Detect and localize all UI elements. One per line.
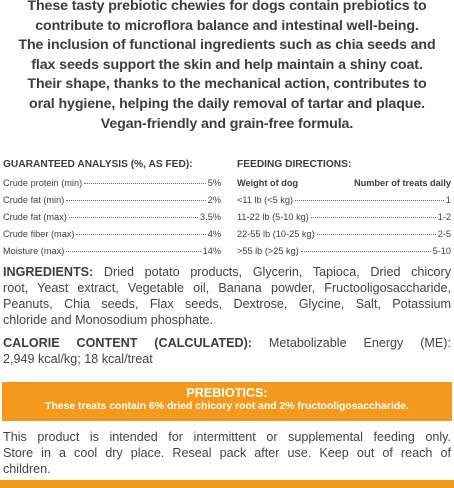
analysis-label: Crude fat (min) <box>3 194 65 205</box>
feeding-weight: >55 lb (>25 kg) <box>237 245 299 256</box>
disclaimer <box>3 429 451 477</box>
intro-line: Their shape, thanks to the mechanical action, contributes to <box>27 76 427 93</box>
analysis-value: 3.5% <box>200 211 221 222</box>
disclaimer-line: children. <box>3 462 51 477</box>
intro-line: oral hygiene, helping the daily removal of tartar and plaque. <box>29 95 425 112</box>
feeding-weight: 11-22 lb (5-10 kg) <box>237 211 309 222</box>
intro-line: Vegan-friendly and grain-free formula. <box>100 115 354 132</box>
analysis-value: 4% <box>207 228 221 239</box>
intro-line: contribute to microflora balance and intestinal well-being. <box>35 17 419 34</box>
analysis-label: Moisture (max) <box>3 245 65 256</box>
analysis-value: 2% <box>207 194 221 205</box>
ingredients-line: chloride and Monosodium phosphate. <box>3 313 214 328</box>
ingredients-line: Peanuts, Chia seeds, Flax seeds, Dextrose, Glycine, Salt, Potassium <box>3 297 451 312</box>
leader-dots <box>69 207 198 218</box>
prebiotics-title: PREBIOTICS: <box>186 386 268 400</box>
intro-line: Thesе tasty prebiotic chewies for dogs contain prebiotics to <box>27 0 427 14</box>
analysis-label: Crude fat (max) <box>3 211 67 222</box>
guaranteed-analysis-heading: GUARANTEED ANALYSIS (%, AS FED): <box>3 159 193 170</box>
feeding-directions-heading: FEEDING DIRECTIONS: <box>237 159 352 170</box>
analysis-label: Crude protein (min) <box>3 178 83 188</box>
feeding-directions <box>237 158 451 260</box>
leader-dots <box>317 224 436 235</box>
leader-dots <box>66 190 205 201</box>
ingredients-line: INGREDIENTS: Dried potato products, Glycerin, Tapioca, Dried chicory <box>3 265 451 279</box>
feeding-row <box>237 243 451 260</box>
ingredients <box>3 264 451 328</box>
prebiotics-text: These treats contain 6% dried chicory root and 2% fructooligosaccharide. <box>45 401 409 412</box>
calorie-content <box>3 335 451 367</box>
intro-line: The inclusion of functional ingredients such as chia seeds and <box>18 37 436 54</box>
calorie-line: CALORIE CONTENT (CALCULATED): Metabolizable Energy (ME): <box>3 336 451 350</box>
feeding-treats: 2-5 <box>437 228 451 239</box>
prebiotics-banner <box>2 382 452 421</box>
analysis-value: 14% <box>202 245 221 256</box>
disclaimer-line: This product is intended for intermittent or supplemental feeding only. <box>3 430 451 444</box>
ingredients-label: INGREDIENTS: <box>3 265 94 279</box>
feeding-treats: 5-10 <box>432 245 451 256</box>
disclaimer-line: Store in a cool dry place. Reseal pack after use. Keep out of reach of <box>3 446 451 461</box>
feeding-weight: 22-55 lb (10-25 kg) <box>237 228 315 239</box>
leader-dots <box>301 241 431 252</box>
weight-column-header: Weight of dog <box>237 178 299 188</box>
feeding-treats: 1 <box>445 194 451 205</box>
analysis-label: Crude fiber (max) <box>3 228 75 239</box>
feeding-treats: 1-2 <box>437 211 451 222</box>
intro-text <box>3 0 451 134</box>
guaranteed-analysis <box>3 158 221 260</box>
leader-dots <box>76 224 205 235</box>
intro-line: flax seeds support the skin and help maintain a shiny coat. <box>31 56 423 73</box>
leader-dots <box>311 207 436 218</box>
calorie-label: CALORIE CONTENT (CALCULATED): <box>3 336 252 350</box>
feeding-weight: <11 lb (<5 kg) <box>237 194 294 205</box>
analysis-value: 5% <box>207 178 221 188</box>
leader-dots <box>84 173 206 184</box>
leader-dots <box>66 241 200 252</box>
bottom-accent-bar <box>0 480 454 488</box>
leader-dots <box>295 190 444 201</box>
calorie-line: 2,949 kcal/kg; 18 kcal/treat <box>3 352 153 367</box>
ingredients-line: root, Yeast extract, Vegetable oil, Banana powder, Fructooligosaccharide, <box>3 281 451 296</box>
treats-column-header: Number of treats daily <box>353 178 451 188</box>
analysis-row <box>3 243 221 260</box>
